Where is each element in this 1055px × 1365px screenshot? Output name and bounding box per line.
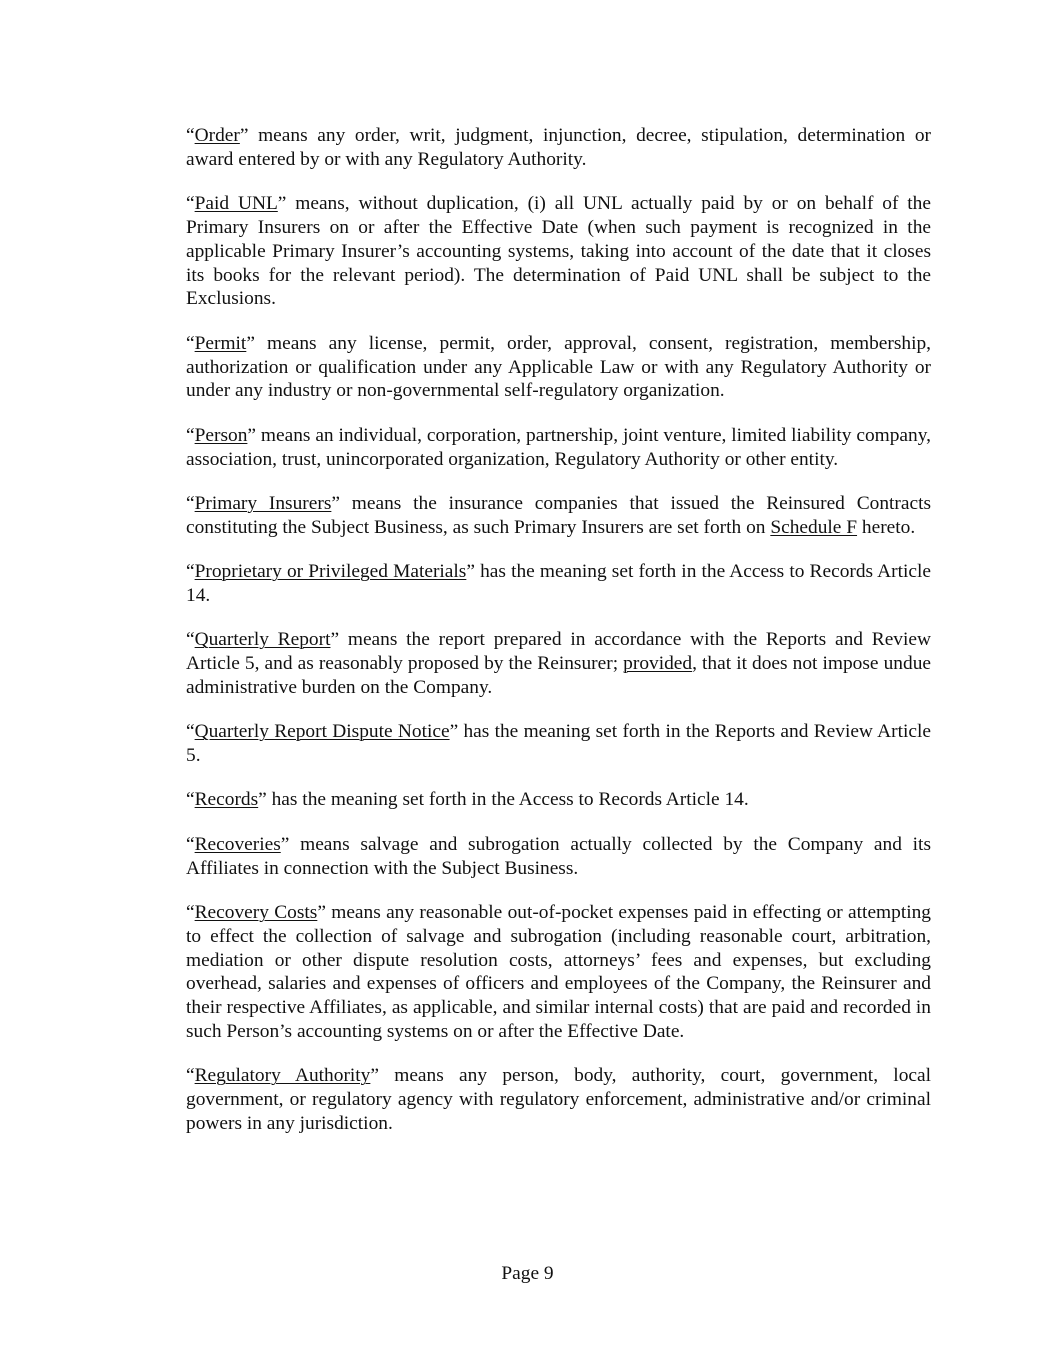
definition-person [186,424,931,472]
defined-term: Recoveries [194,833,281,855]
definition-text: ” has the meaning set forth in the Reports and Review Article 5. [186,721,931,767]
defined-term: Quarterly Report [194,629,331,651]
open-quote: “ [186,902,195,924]
definition-regulatory-authority [186,1064,931,1135]
definition-text: ” means the insurance companies that issued the Reinsured Contracts constituting the Subject Business, as such Primary Insurers are set forth on [186,492,932,538]
open-quote: “ [186,492,195,514]
definition-text-after: hereto. [857,516,916,538]
defined-term: Permit [194,332,247,354]
definition-text: ” has the meaning set forth in the Access to Records Article 14. [186,561,931,606]
defined-term: Regulatory Authority [194,1065,371,1087]
definition-primary-insurers [186,492,931,540]
definition-text: ” means the report prepared in accordance with the Reports and Review Article 5, and as reasonably proposed by the Reinsurer; [186,629,931,675]
definition-text: ” means any reasonable out-of-pocket expenses paid in effecting or attempting to effect the collection of salvage and subrogation (including reasonable court, arbitration, mediation or other dispute resolution costs, attorneys’ fees and expenses, but excluding overhead, salaries and expenses of officers and employees of the Company, the Reinsurer and their respective Affiliates, as applicable, and similar internal costs) that are paid and recorded in such Person’s accounting systems on or after the Effective Date. [186,902,931,1043]
definition-text: ” means an individual, corporation, partnership, joint venture, limited liability company, association, trust, unincorporated organization, Regulatory Authority or other entity. [186,424,931,470]
definition-text: ” means any person, body, authority, court, government, local government, or regulatory agency with regulatory enforcement, administrative and/or criminal powers in any jurisdiction. [186,1065,931,1135]
defined-term: Records [194,789,259,811]
definition-text: ” means, without duplication, (i) all UNL actually paid by or on behalf of the Primary Insurers on or after the Effective Date (when such payment is recognized in the applicable Primary Insurer’s accounting systems, taking into account of the date that it closes its books for the relevant period). The determination of Paid UNL shall be subject to the Exclusions. [186,193,931,310]
defined-term: Recovery Costs [194,902,318,924]
definition-recovery-costs [186,901,931,1044]
definition-quarterly-report [186,628,931,699]
definition-recoveries [186,833,931,881]
defined-term: Paid UNL [194,193,278,215]
definition-permit [186,332,931,403]
open-quote: “ [186,125,195,146]
open-quote: “ [186,833,195,855]
definitions-list [186,124,931,1156]
open-quote: “ [186,1065,195,1087]
defined-term: Order [194,125,240,146]
definition-quarterly-report-dispute-notice [186,720,931,768]
open-quote: “ [186,424,195,446]
defined-term: Primary Insurers [194,492,332,514]
open-quote: “ [186,193,195,215]
open-quote: “ [186,561,195,583]
open-quote: “ [186,629,195,651]
defined-term: Quarterly Report Dispute Notice [194,721,450,743]
open-quote: “ [186,789,195,811]
definition-text-after: , that it does not impose undue administrative burden on the Company. [186,653,931,698]
provided-emphasis: provided [623,653,693,675]
schedule-reference: Schedule F [770,516,858,538]
open-quote: “ [186,721,195,743]
open-quote: “ [186,332,195,354]
definition-records [186,788,931,812]
definition-text: ” means salvage and subrogation actually collected by the Company and its Affiliates in connection with the Subject Business. [186,833,931,879]
definition-proprietary-materials [186,560,931,608]
definition-order [186,124,931,172]
definition-text: ” means any order, writ, judgment, injunction, decree, stipulation, determination or award entered by or with any Regulatory Authority. [186,125,931,170]
page-number: Page 9 [501,1263,554,1284]
defined-term: Proprietary or Privileged Materials [194,561,467,583]
definition-paid-unl [186,192,931,311]
defined-term: Person [194,424,248,446]
definition-text: ” means any license, permit, order, approval, consent, registration, membership, authorization or qualification under any Applicable Law or with any Regulatory Authority or under any industry or non-governmental self-regulatory organization. [186,332,931,402]
definition-text: ” has the meaning set forth in the Access to Records Article 14. [258,789,749,811]
